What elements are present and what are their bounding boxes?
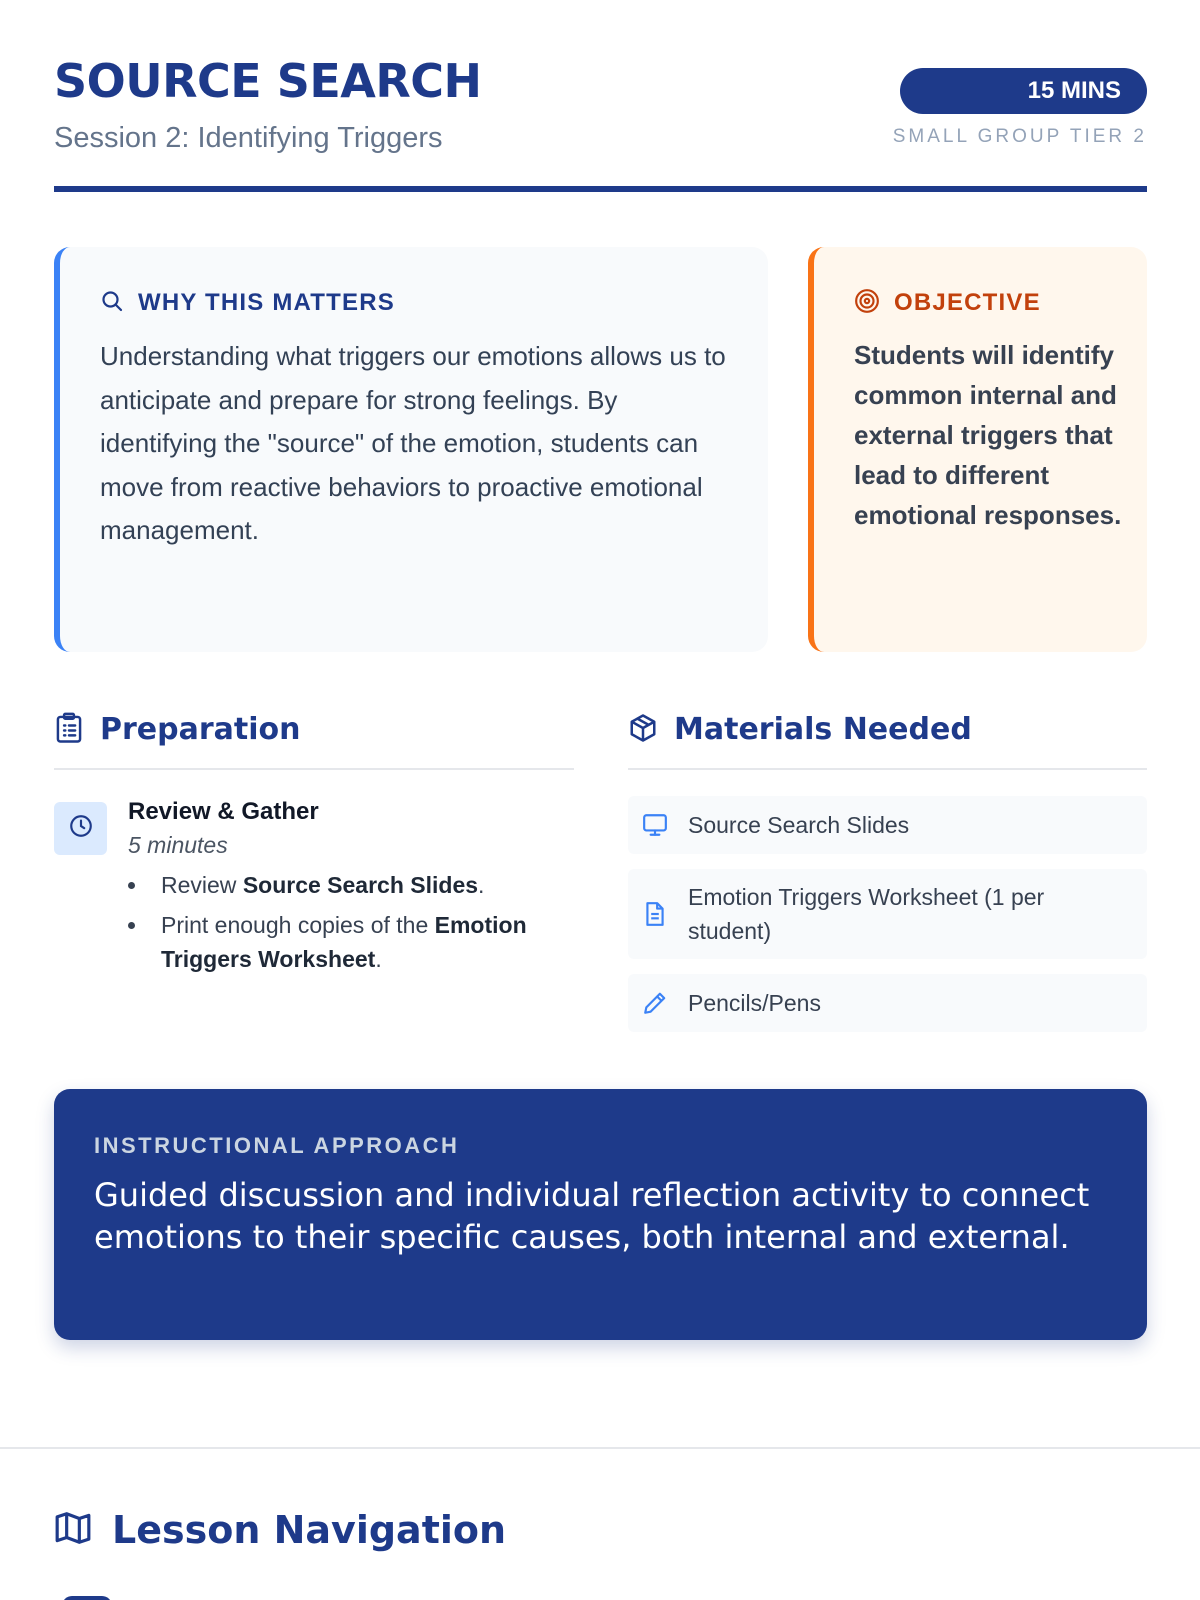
duration-badge: 15 MINS	[900, 68, 1147, 114]
lesson-navigation-title: Lesson Navigation	[112, 1508, 507, 1552]
why-this-matters-card	[54, 247, 768, 652]
tier-label: SMALL GROUP TIER 2	[892, 126, 1147, 147]
objective-card	[808, 247, 1147, 652]
prep-item-time: 5 minutes	[128, 832, 228, 858]
section-divider	[0, 1447, 1200, 1449]
target-icon	[854, 288, 880, 319]
preparation-title: Preparation	[100, 712, 301, 747]
objective-card-text: Students will identify common internal and external triggers that lead to different emotional responses.	[854, 340, 1122, 530]
prep-task-list	[128, 868, 576, 982]
header-divider	[54, 186, 1147, 192]
clock-icon	[68, 813, 94, 844]
material-item-slides: Source Search Slides	[628, 796, 1147, 854]
page-title: SOURCE SEARCH	[54, 54, 482, 108]
materials-title: Materials Needed	[674, 712, 972, 747]
approach-label: INSTRUCTIONAL APPROACH	[94, 1133, 460, 1158]
materials-list	[628, 796, 1147, 1047]
material-item-pencils: Pencils/Pens	[628, 974, 1147, 1032]
why-card-label: WHY THIS MATTERS	[138, 289, 395, 316]
lesson-navigation-button[interactable]	[62, 1596, 112, 1600]
objective-card-header	[854, 287, 1041, 319]
map-icon	[54, 1509, 92, 1552]
prep-item-title: Review & Gather	[128, 798, 319, 825]
search-icon	[100, 289, 124, 318]
package-icon	[628, 713, 658, 748]
page-subtitle: Session 2: Identifying Triggers	[54, 122, 443, 154]
approach-text: Guided discussion and individual reflection activity to connect emotions to their specific causes, both internal and external.	[94, 1176, 1090, 1256]
material-item-worksheet: Emotion Triggers Worksheet (1 per student)	[628, 869, 1147, 959]
monitor-icon	[640, 812, 670, 838]
list-item: Print enough copies of the Emotion Triggers Worksheet.	[128, 908, 576, 976]
prep-time-badge	[54, 802, 107, 855]
list-item: Review Source Search Slides.	[128, 868, 576, 902]
instructional-approach-panel	[54, 1089, 1147, 1340]
clipboard-icon	[54, 712, 84, 749]
objective-card-label: OBJECTIVE	[894, 289, 1041, 316]
why-card-text: Understanding what triggers our emotions allows us to anticipate and prepare for strong feelings. By identifying the "source" of the emotion, students can move from reactive behaviors to proactive emotional management.	[100, 341, 726, 545]
page-header	[54, 52, 1147, 194]
lesson-navigation-header	[54, 1500, 506, 1560]
why-card-header	[100, 287, 395, 319]
pencil-icon	[640, 990, 670, 1016]
materials-section-header	[628, 708, 1147, 770]
preparation-section-header	[54, 708, 574, 770]
document-icon	[640, 901, 670, 927]
